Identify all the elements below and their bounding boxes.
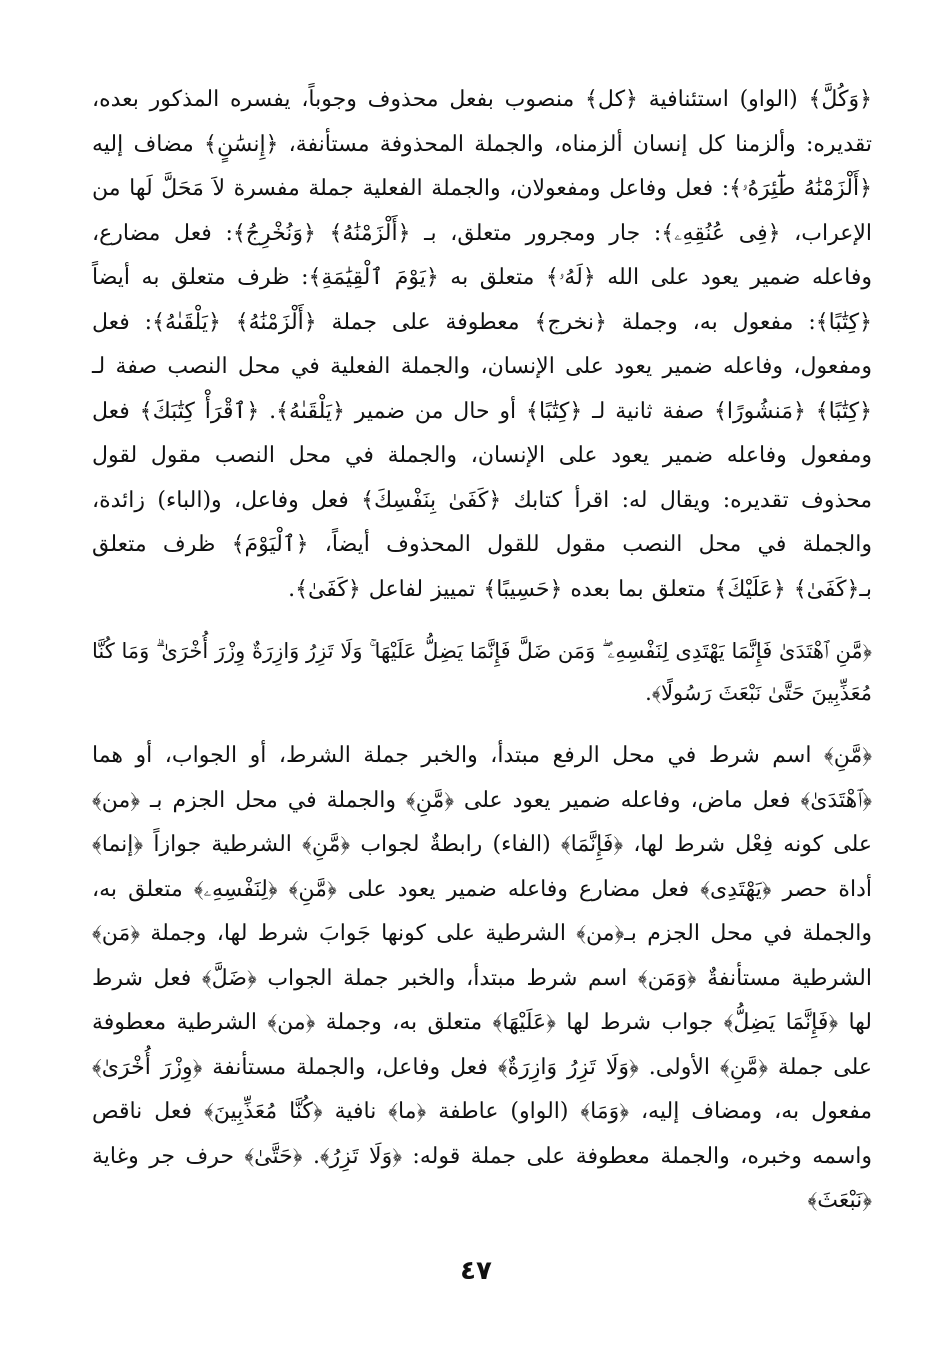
quran-verse: ﴿مَّنِ ٱهْتَدَىٰ فَإِنَّمَا يَهْتَدِى لِنَفْسِهِۦ ۖ وَمَن ضَلَّ فَإِنَّمَا يَضِلُّ عَلَيْهَا ۚ وَلَا تَزِرُ وَازِرَةٌ وِزْرَ أُخْرَىٰ ۗ وَمَا كُنَّا مُعَذِّبِينَ حَتَّىٰ نَبْعَثَ رَسُولًا﴾. bbox=[92, 639, 872, 705]
document-page bbox=[92, 78, 872, 1224]
paragraph-irab-man: ﴿مَّنِ﴾ اسم شرط في محل الرفع مبتدأ، والخبر جملة الشرط، أو الجواب، أو هما ﴿ٱهْتَدَىٰ﴾ فعل ماض، وفاعله ضمير يعود على ﴿مَّنِ﴾ والجملة في محل الجزم بـ ﴿من﴾ على كونه فِعْل شرط لها، ﴿فَإِنَّمَا﴾ (الفاء) رابطةٌ لجواب ﴿مَّنِ﴾ الشرطية جوازاً ﴿إنما﴾ أداة حصر ﴿يَهْتَدِى﴾ فعل مضارع وفاعله ضمير يعود على ﴿مَّنِ﴾ ﴿لِنَفْسِهِۦ﴾ متعلق به، والجملة في محل الجزم بـ﴿من﴾ الشرطية على كونها جَوابَ شرط لها، وجملة ﴿مَن﴾ الشرطية مستأنفةٌ ﴿وَمَن﴾ اسم شرط مبتدأ، والخبر جملة الجواب ﴿ضَلَّ﴾ فعل شرط لها ﴿فَإِنَّمَا يَضِلُّ﴾ جواب شرط لها ﴿عَلَيْهَا﴾ متعلق به، وجملة ﴿من﴾ الشرطية معطوفة على جملة ﴿مَّنِ﴾ الأولى. ﴿وَلَا تَزِرُ وَازِرَةٌ﴾ فعل وفاعل، والجملة مستأنفة ﴿وِزْرَ أُخْرَىٰ﴾ مفعول به، ومضاف إليه، ﴿وَمَا﴾ (الواو) عاطفة ﴿ما﴾ نافية ﴿كُنَّا مُعَذِّبِينَ﴾ فعل ناقص واسمه وخبره، والجملة معطوفة على جملة قوله: ﴿وَلَا تَزِرُ﴾. ﴿حَتَّىٰ﴾ حرف جر وغاية ﴿نَبْعَثَ﴾ bbox=[92, 743, 872, 1213]
page-number: ٤٧ bbox=[460, 1256, 492, 1286]
paragraph-irab-kull: ﴿وَكُلَّ﴾ (الواو) استئنافية ﴿كل﴾ منصوب بفعل محذوف وجوباً، يفسره المذكور بعده، تقديره: وألزمنا كل إنسان ألزمناه، والجملة المحذوفة مستأنفة، ﴿إِنسَٰنٍ﴾ مضاف إليه ﴿أَلْزَمْنَٰهُ طَٰٓئِرَهُۥ﴾: فعل وفاعل ومفعولان، والجملة الفعلية جملة مفسرة لاَ مَحَلَّ لَها من الإعراب، ﴿فِى عُنُقِهِۦ﴾: جار ومجرور متعلق، بـ ﴿أَلْزَمْنَٰهُ﴾ ﴿وَنُخْرِجُ﴾: فعل مضارع، وفاعله ضمير يعود على الله ﴿لَهُۥ﴾ متعلق به ﴿يَوْمَ ٱلْقِيَٰمَةِ﴾: ظرف متعلق به أيضاً ﴿كِتَٰبًا﴾: مفعول به، وجملة ﴿نخرج﴾ معطوفة على جملة ﴿أَلْزَمْنَٰهُ﴾ ﴿يَلْقَىٰهُ﴾: فعل ومفعول، وفاعله ضمير يعود على الإنسان، والجملة الفعلية في محل النصب صفة لـ ﴿كِتَٰبًا﴾ ﴿مَنشُورًا﴾ صفة ثانية لـ ﴿كِتَٰبًا﴾ أو حال من ضمير ﴿يَلْقَىٰهُ﴾. ﴿ٱقْرَأْ كِتَٰبَكَ﴾ فعل ومفعول وفاعله ضمير يعود على الإنسان، والجملة في محل النصب مقول لقول محذوف تقديره: ويقال له: اقرأ كتابك ﴿كَفَىٰ بِنَفْسِكَ﴾ فعل وفاعل، و(الباء) زائدة، والجملة في محل النصب مقول للقول المحذوف أيضاً، ﴿ٱلْيَوْمَ﴾ ظرف متعلق بـ﴿كَفَىٰ﴾ ﴿عَلَيْكَ﴾ متعلق بما بعده ﴿حَسِيبًا﴾ تمييز لفاعل ﴿كَفَىٰ﴾. bbox=[92, 87, 872, 602]
